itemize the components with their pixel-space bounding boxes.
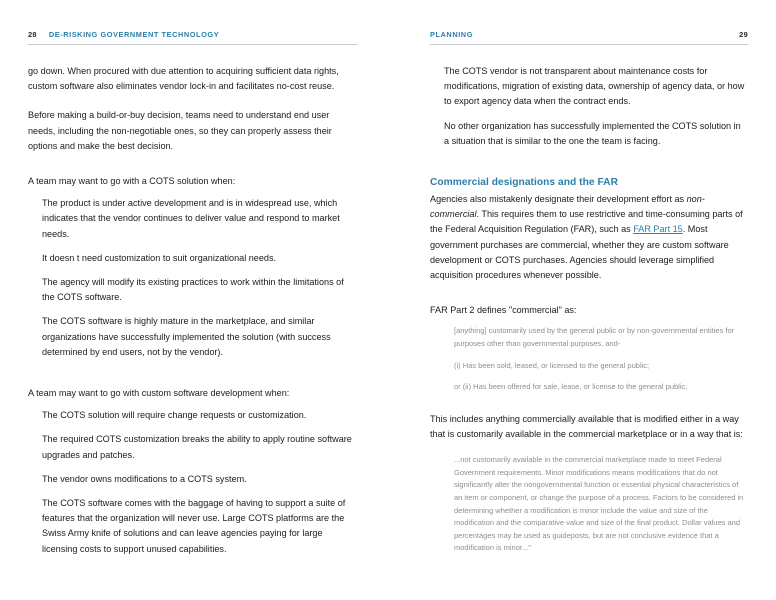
list-item: The required COTS customization breaks the ability to apply routine software upgrades and patches.: [42, 434, 352, 460]
list-item: The product is under active development and is in widespread use, which indicates that the vendor continues to deliver value and respond to market needs.: [42, 198, 340, 239]
running-head-left: [28, 30, 358, 44]
paragraph-build-or-buy: Before making a build-or-buy decision, teams need to understand end user needs, including the non-negotiable ones, so they can properly assess their options and make the best decision.: [28, 110, 332, 151]
far-text-tail: . Most government purchases are commercial, whether they are custom software development or COTS purchases. Agencies should leverage simplified acquisition procedures whenever possible.: [430, 224, 729, 281]
section-heading-commercial-designations: Commercial designations and the FAR: [430, 177, 618, 189]
custom-list-lead-in: A team may want to go with custom software development when:: [28, 388, 290, 399]
far-part-2-lead-in: FAR Part 2 defines "commercial" as:: [430, 305, 577, 316]
paragraph-far-designations: [430, 192, 748, 283]
running-head-title-left: DE-RISKING GOVERNMENT TECHNOLOGY: [48, 30, 220, 39]
list-item: It doesn t need customization to suit organizational needs.: [42, 252, 277, 263]
page-right: [388, 0, 776, 600]
page-number-left: 28: [28, 30, 37, 39]
cots-list-lead-in: A team may want to go with a COTS solution when:: [28, 176, 236, 187]
far-text-after-italic: . This requires them to use restrictive and time-consuming parts of the Federal Acquisition Regulation (FAR), such as: [430, 209, 743, 235]
spacer: [28, 374, 358, 386]
header-rule-right: [430, 44, 748, 45]
spacer: [430, 163, 748, 175]
minor-modifications-blockquote: [430, 454, 748, 555]
header-rule-left: [28, 44, 358, 45]
list-item: The COTS software comes with the baggage of having to support a suite of features that the organization will never use. Large COTS platforms are the Swiss Army knife of solutions and can leave agencies paying for large licensing costs to support unused capabilities.: [42, 498, 346, 554]
list-item: The agency will modify its existing practices to work within the limitations of the COTS software.: [42, 277, 344, 303]
cots-criteria-list: [28, 196, 358, 360]
list-item: No other organization has successfully implemented the COTS solution in a situation that is similar to the one the team is facing.: [444, 120, 741, 146]
far-italic-term: non-commercial: [430, 194, 705, 220]
quote-line: (i) Has been sold, leased, or licensed to the general public;: [454, 360, 650, 370]
page-number-right: 29: [739, 30, 748, 39]
list-item: The COTS vendor is not transparent about maintenance costs for modifications, migration of existing data, ownership of agency data, or how to export agency data when the contract ends.: [444, 66, 745, 107]
running-head-right: [430, 30, 748, 44]
paragraph-data-rights: go down. When procured with due attention to acquiring sufficient data rights, custom software also eliminates vendor lock-in and facilitates no-cost reuse.: [28, 66, 339, 92]
running-head-title-right: PLANNING: [430, 30, 473, 39]
custom-criteria-list-continued: [430, 64, 748, 149]
far-text-before-italic: Agencies also mistakenly designate their development effort as: [430, 194, 687, 205]
paragraph-commercially-available: This includes anything commercially available that is modified either in a way that is customarily available in the commercial marketplace or in a way that is:: [430, 413, 743, 440]
custom-criteria-list: [28, 408, 358, 557]
quote-line: [anything] customarily used by the general public or by non-governmental entities for purposes other than governmental purposes, and-: [454, 326, 735, 349]
list-item: The vendor owns modifications to a COTS system.: [42, 473, 247, 484]
quote-line: or (ii) Has been offered for sale, lease, or license to the general public;: [454, 382, 688, 392]
quote-line: ...not customarily available in the commercial marketplace made to meet Federal Government requirements. Minor modifications means modifications that do not significantly alter the nongovernmental function or essential physical characteristics of an item or component, or change the purpose of a process. Factors to be considered in determining whether a modification is minor include the value and size of the modification and the comparative value and size of the final product. Dollar values and percentages may be used as guideposts, but are not conclusive evidence that a modification is minor...": [454, 455, 744, 553]
far-part-15-link[interactable]: FAR Part 15: [633, 224, 683, 235]
far-part-2-blockquote: [430, 325, 748, 393]
list-item: The COTS solution will require change requests or customization.: [42, 410, 307, 421]
list-item: The COTS software is highly mature in the marketplace, and similar organizations have successfully implemented the solution (with success determined by end users, not by the vendor).: [42, 316, 331, 357]
